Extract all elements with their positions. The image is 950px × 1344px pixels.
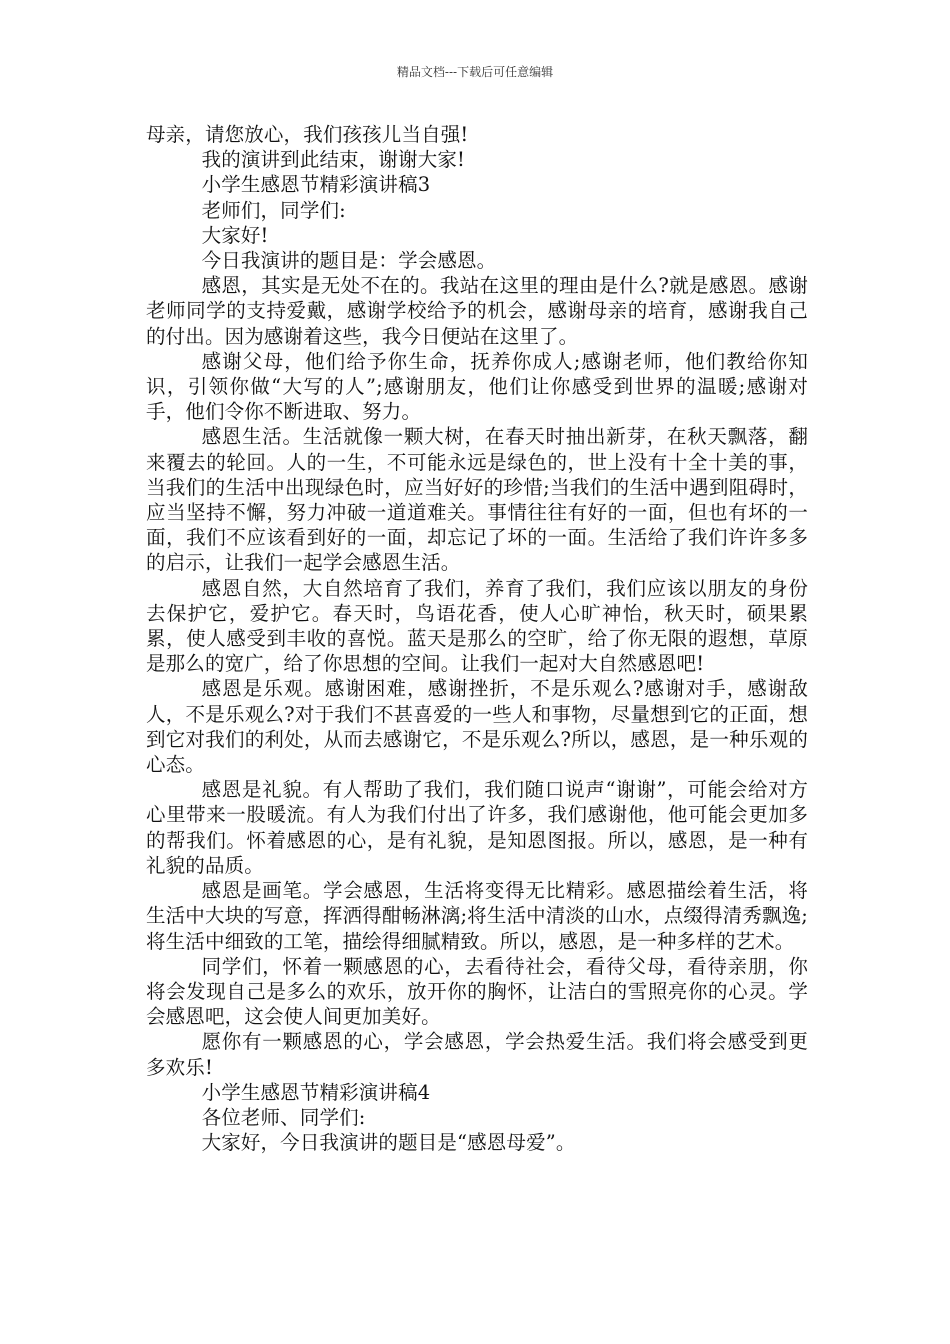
paragraph-thank-parents: 感谢父母，他们给予你生命，抚养你成人;感谢老师，他们教给你知识，引领你做“大写的人”;感谢朋友，他们让你感受到世界的温暖;感谢对手，他们令你不断进取、努力。: [146, 349, 808, 424]
paragraph-gratitude-everywhere: 感恩，其实是无处不在的。我站在这里的理由是什么?就是感恩。感谢老师同学的支持爱戴，感谢学校给予的机会，感谢母亲的培育，感谢我自己的付出。因为感谢着这些，我今日便站在这里了。: [146, 274, 808, 348]
salutation-all-teachers: 各位老师、同学们:: [201, 1105, 366, 1129]
speech-topic-mother-love: 大家好，今日我演讲的题目是“感恩母爱”。: [201, 1131, 576, 1155]
salutation-teachers-students: 老师们，同学们:: [201, 198, 346, 222]
page-header: 精品文档---下载后可任意编辑: [396, 65, 554, 79]
paragraph-optimism: 感恩是乐观。感谢困难，感谢挫折，不是乐观么?感谢对手，感谢敌人，不是乐观么?对于我们不甚喜爱的一些人和事物，尽量想到它的正面，想到它对我们的利处，从而去感谢它，不是乐观么?所以，感恩，是一种乐观的心态。: [146, 677, 808, 777]
paragraph-classmates: 同学们，怀着一颗感恩的心，去看待社会，看待父母，看待亲朋，你将会发现自己是多么的欢乐，放开你的胸怀，让洁白的雪照亮你的心灵。学会感恩吧，这会使人间更加美好。: [146, 954, 808, 1029]
speech-topic: 今日我演讲的题目是：学会感恩。: [201, 249, 497, 273]
paragraph-1: 母亲，请您放心，我们孩孩儿当自强!: [146, 123, 469, 146]
paragraph-paintbrush: 感恩是画笔。学会感恩，生活将变得无比精彩。感恩描绘着生活，将生活中大块的写意，挥洒得酣畅淋漓;将生活中清淡的山水，点缀得清秀飘逸;将生活中细致的工笔，描绘得细腻精致。所以，感恩，是一种多样的艺术。: [146, 879, 808, 953]
paragraph-gratitude-nature: 感恩自然，大自然培育了我们，养育了我们，我们应该以朋友的身份去保护它，爱护它。春天时，鸟语花香，使人心旷神怡，秋天时，硕果累累，使人感受到丰收的喜悦。蓝天是那么的空旷，给了你无限的遐想，草原是那么的宽广，给了你思想的空间。让我们一起对大自然感恩吧!: [146, 576, 808, 676]
paragraph-gratitude-life: 感恩生活。生活就像一颗大树，在春天时抽出新芽，在秋天飘落，翻来覆去的轮回。人的一生，不可能永远是绿色的，世上没有十全十美的事，当我们的生活中出现绿色时，应当好好的珍惜;当我们的生活中遇到阻碍时，应当坚持不懈，努力冲破一道道难关。事情往往有好的一面，但也有坏的一面，我们不应该看到好的一面，却忘记了坏的一面。生活给了我们许许多多的启示，让我们一起学会感恩生活。: [146, 425, 808, 575]
section-title-3: 小学生感恩节精彩演讲稿3: [201, 173, 431, 197]
paragraph-2: 我的演讲到此结束，谢谢大家!: [201, 148, 465, 172]
section-title-4: 小学生感恩节精彩演讲稿4: [201, 1080, 431, 1104]
document-body: [146, 122, 808, 1155]
paragraph-wish: 愿你有一颗感恩的心，学会感恩，学会热爱生活。我们将会感受到更多欢乐!: [146, 1030, 808, 1079]
paragraph-politeness: 感恩是礼貌。有人帮助了我们，我们随口说声“谢谢”，可能会给对方心里带来一股暖流。有人为我们付出了许多，我们感谢他，他可能会更加多的帮我们。怀着感恩的心，是有礼貌，是知恩图报。所以，感恩，是一种有礼貌的品质。: [146, 778, 808, 877]
greeting-everyone: 大家好!: [201, 223, 269, 247]
